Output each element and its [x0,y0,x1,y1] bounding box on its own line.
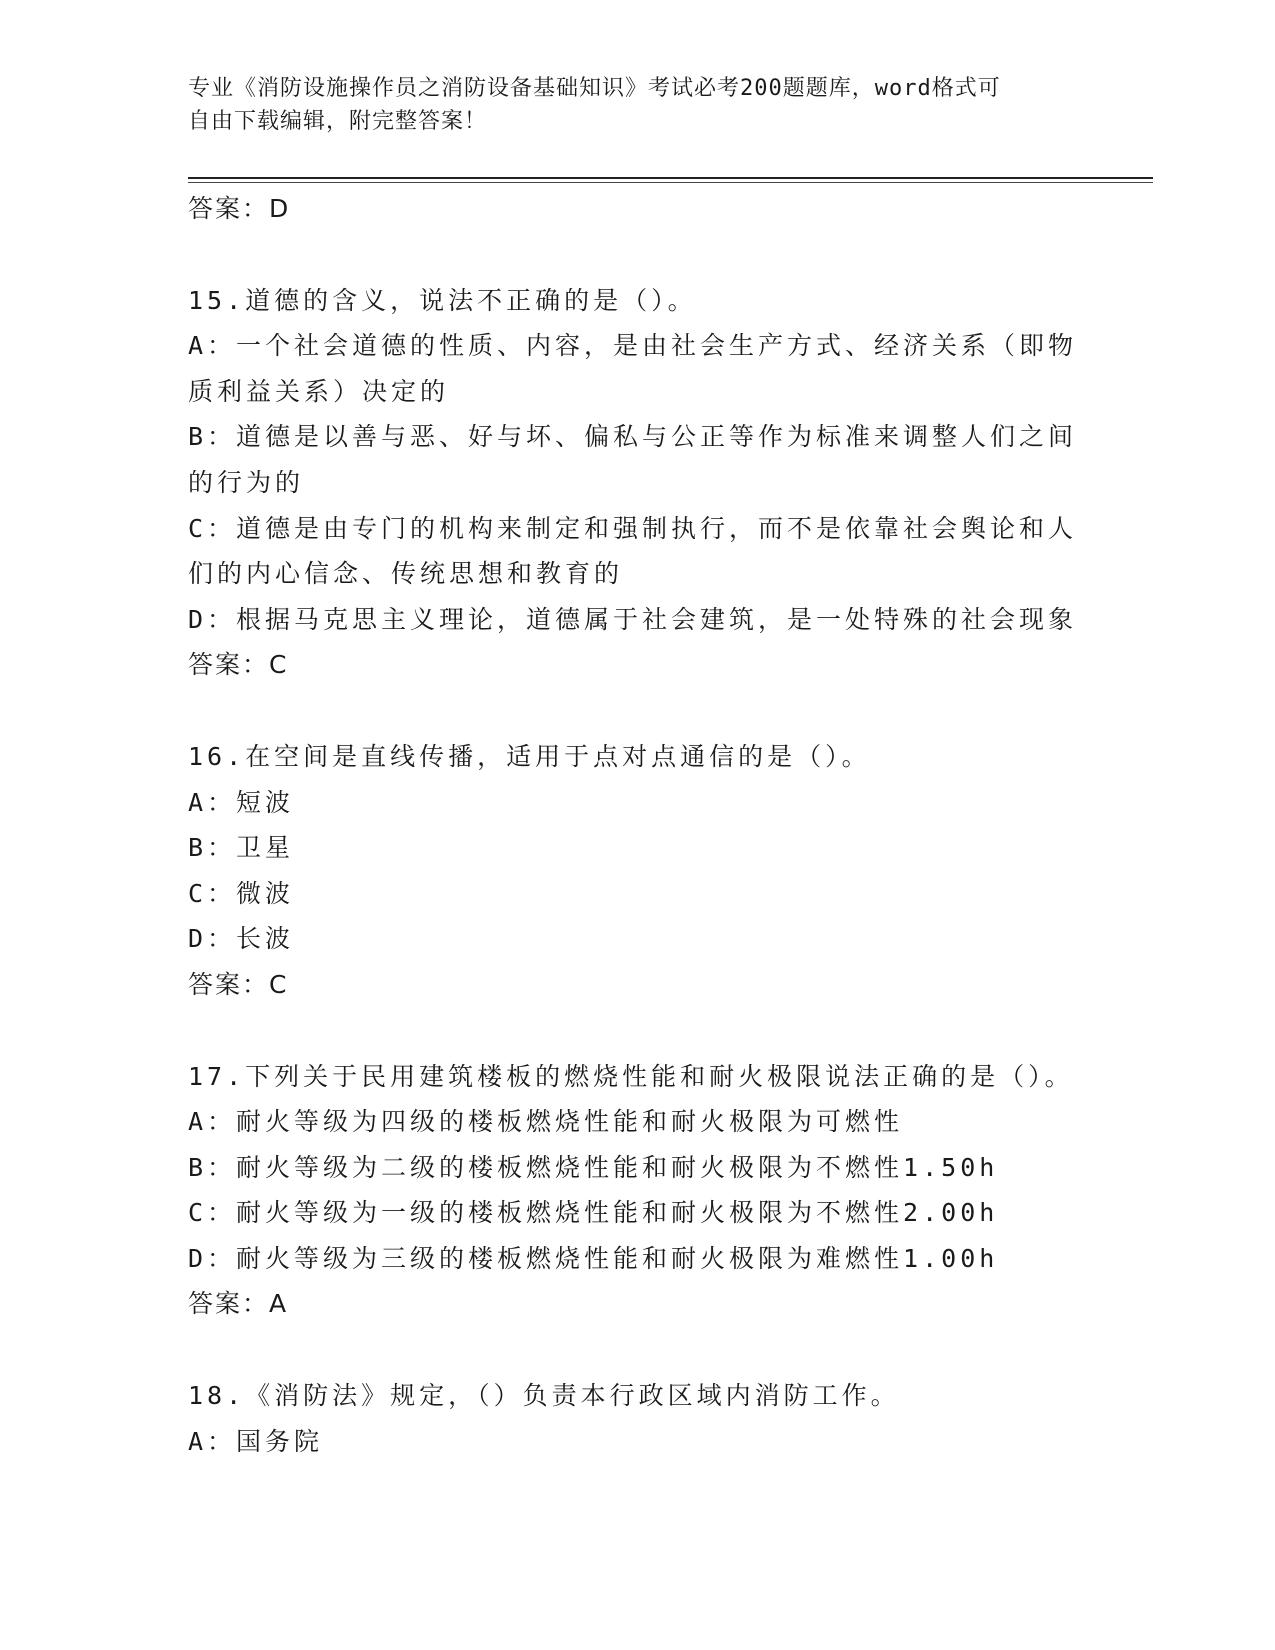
option-c: C：微波 [188,878,295,908]
question-stem: 17.下列关于民用建筑楼板的燃烧性能和耐火极限说法正确的是（）。 [188,1061,1074,1091]
option-d: D：长波 [188,924,295,954]
header-divider-thin [188,182,1153,183]
question-16 [188,734,1188,1008]
header-line-1: 专业《消防设施操作员之消防设备基础知识》考试必考200题题库，word格式可 [188,76,1001,101]
answer: 答案：C [188,969,289,999]
document-header [188,72,1078,138]
spacer [188,232,1188,278]
spacer [188,1327,1188,1373]
answer-previous: 答案：D [188,194,291,223]
option-a-line-1: A：一个社会道德的性质、内容，是由社会生产方式、经济关系（即物 [188,331,1078,361]
header-line-2: 自由下载编辑，附完整答案！ [188,109,488,134]
spacer [188,1008,1188,1054]
option-c-line-1: C：道德是由专门的机构来制定和强制执行，而不是依靠社会舆论和人 [188,513,1078,543]
option-a-line-2: 质利益关系）决定的 [188,376,450,406]
answer: 答案：C [188,650,289,680]
option-a: A：耐火等级为四级的楼板燃烧性能和耐火极限为可燃性 [188,1107,904,1137]
option-d: D：根据马克思主义理论，道德属于社会建筑，是一处特殊的社会现象 [188,604,1078,634]
option-b-line-1: B：道德是以善与恶、好与坏、偏私与公正等作为标准来调整人们之间 [188,422,1078,452]
option-c: C：耐火等级为一级的楼板燃烧性能和耐火极限为不燃性2.00h [188,1198,999,1228]
question-list [188,186,1188,1464]
question-18 [188,1373,1188,1464]
option-b: B：耐火等级为二级的楼板燃烧性能和耐火极限为不燃性1.50h [188,1152,999,1182]
question-stem: 15.道德的含义，说法不正确的是（）。 [188,285,697,315]
question-17 [188,1054,1188,1328]
option-b: B：卫星 [188,833,295,863]
option-b-line-2: 的行为的 [188,467,305,497]
question-stem: 16.在空间是直线传播，适用于点对点通信的是（）。 [188,741,871,771]
option-d: D：耐火等级为三级的楼板燃烧性能和耐火极限为难燃性1.00h [188,1243,999,1273]
question-15 [188,278,1188,688]
answer: 答案：A [188,1289,289,1319]
question-stem: 18.《消防法》规定，（）负责本行政区域内消防工作。 [188,1381,900,1411]
option-c-line-2: 们的内心信念、传统思想和教育的 [188,559,624,589]
header-divider-thick [188,177,1153,179]
spacer [188,688,1188,734]
option-a: A：短波 [188,787,295,817]
option-a: A：国务院 [188,1426,324,1456]
